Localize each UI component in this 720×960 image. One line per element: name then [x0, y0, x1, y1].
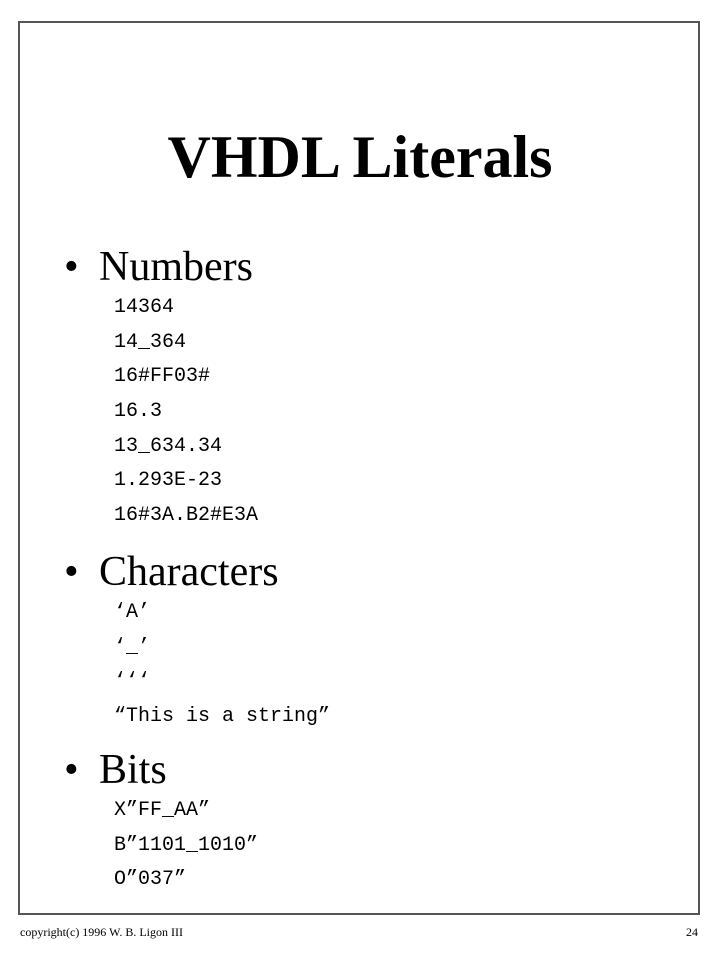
section-numbers	[64, 243, 664, 534]
list-item: 14364	[114, 296, 175, 319]
bullet-icon: •	[64, 244, 79, 290]
code-list	[64, 291, 664, 534]
list-item: ‘A’	[114, 601, 151, 624]
list-item: 16.3	[114, 400, 163, 424]
list-item: ‘‘‘	[114, 670, 151, 694]
list-item: O”037”	[114, 868, 187, 892]
list-item: 16#3A.B2#E3A	[114, 504, 259, 528]
code-list	[64, 596, 664, 735]
section-heading-text: Characters	[99, 549, 279, 595]
section-bits	[64, 746, 664, 898]
section-heading	[64, 548, 664, 596]
section-heading-text: Bits	[99, 747, 167, 793]
list-item: ‘_’	[114, 635, 151, 659]
list-item: “This is a string”	[114, 705, 331, 729]
list-item: X”FF_AA”	[114, 799, 211, 822]
section-heading	[64, 243, 664, 291]
slide-title: VHDL Literals	[167, 124, 553, 190]
list-item: 13_634.34	[114, 434, 223, 458]
list-item: B”1101_1010”	[114, 833, 259, 857]
section-heading	[64, 746, 664, 794]
list-item: 14_364	[114, 330, 187, 354]
section-heading-text: Numbers	[99, 244, 253, 290]
code-list	[64, 794, 664, 898]
section-characters	[64, 548, 664, 735]
list-item: 16#FF03#	[114, 365, 211, 389]
list-item: 1.293E-23	[114, 469, 223, 493]
bullet-icon: •	[64, 549, 79, 595]
bullet-icon: •	[64, 747, 79, 793]
page-number: 24	[686, 925, 698, 939]
copyright-text: copyright(c) 1996 W. B. Ligon III	[20, 925, 183, 939]
